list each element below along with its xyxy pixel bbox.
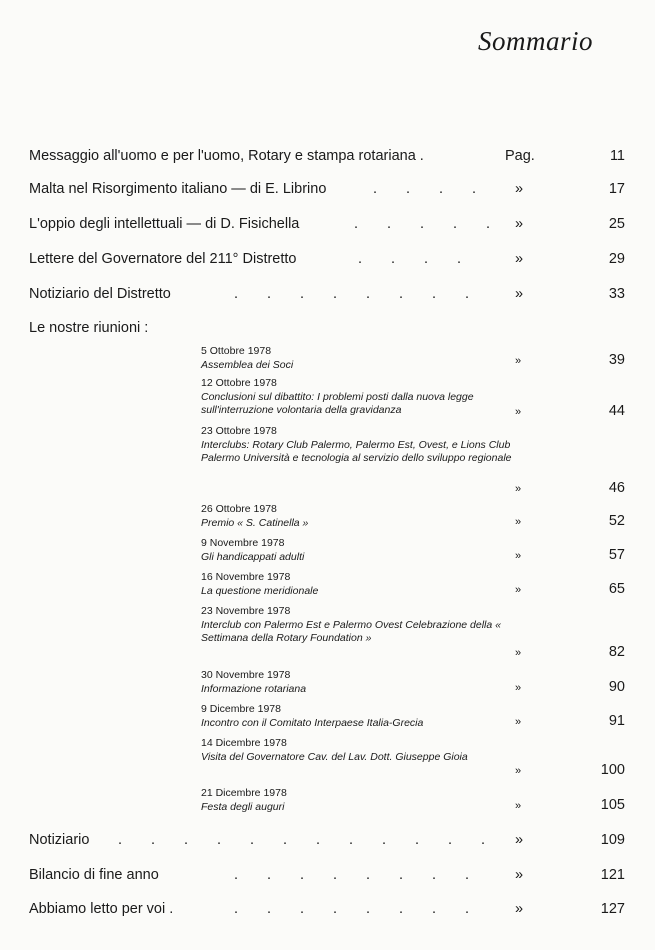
meeting-page: 100 bbox=[600, 762, 625, 778]
meeting-date: 14 Dicembre 1978 bbox=[201, 737, 287, 749]
meeting-desc: Gli handicappati adulti bbox=[201, 550, 305, 563]
toc-entry-page: 127 bbox=[600, 901, 625, 917]
toc-entry-text: Lettere del Governatore del 211° Distretto bbox=[29, 251, 297, 267]
toc-entry bbox=[0, 832, 655, 856]
toc-entry-label: » bbox=[515, 867, 524, 883]
meeting-desc: La questione meridionale bbox=[201, 584, 319, 597]
toc-entry-page: 109 bbox=[600, 832, 625, 848]
meeting-entry bbox=[201, 571, 531, 598]
meeting-entry bbox=[201, 605, 531, 646]
meeting-label: » bbox=[515, 647, 522, 659]
meeting-page: 90 bbox=[608, 679, 625, 695]
meeting-entry bbox=[201, 503, 531, 530]
meeting-entry bbox=[201, 377, 531, 418]
meeting-label: » bbox=[515, 355, 522, 367]
toc-entry-page: 17 bbox=[608, 181, 625, 197]
toc-entry-label: » bbox=[515, 901, 524, 917]
meeting-desc: Informazione rotariana bbox=[201, 682, 307, 695]
leader-dots: . . . . bbox=[358, 251, 462, 267]
meeting-date: 21 Dicembre 1978 bbox=[201, 787, 287, 799]
meeting-label: » bbox=[515, 406, 522, 418]
meeting-label: » bbox=[515, 682, 522, 694]
meeting-label: » bbox=[515, 550, 522, 562]
meeting-entry bbox=[201, 537, 531, 564]
meeting-label: » bbox=[515, 584, 522, 596]
meeting-date: 9 Novembre 1978 bbox=[201, 537, 285, 549]
meeting-desc: Festa degli auguri bbox=[201, 800, 285, 813]
toc-entry bbox=[0, 216, 655, 240]
meeting-label: » bbox=[515, 800, 522, 812]
meeting-date: 16 Novembre 1978 bbox=[201, 571, 291, 583]
meeting-date: 12 Ottobre 1978 bbox=[201, 377, 277, 389]
toc-entry-text: Abbiamo letto per voi . bbox=[29, 901, 174, 917]
toc-entry bbox=[0, 251, 655, 275]
meeting-page: 105 bbox=[600, 797, 625, 813]
toc-entry-label: » bbox=[515, 832, 524, 848]
toc-entry-page: 33 bbox=[608, 286, 625, 302]
meeting-desc: Conclusioni sul dibattito: I problemi posti dalla nuova legge sull'interruzione volontaria della gravidanza bbox=[201, 390, 474, 416]
meeting-label: » bbox=[515, 516, 522, 528]
meeting-desc: Assemblea dei Soci bbox=[201, 358, 294, 371]
meeting-label: » bbox=[515, 765, 522, 777]
meeting-desc: Premio « S. Catinella » bbox=[201, 516, 309, 529]
meeting-date: 5 Ottobre 1978 bbox=[201, 345, 272, 357]
toc-entry bbox=[0, 148, 655, 172]
toc-entry-page: 121 bbox=[600, 867, 625, 883]
meeting-page: 65 bbox=[608, 581, 625, 597]
meeting-page: 82 bbox=[608, 644, 625, 660]
meeting-page: 46 bbox=[608, 480, 625, 496]
meeting-page: 44 bbox=[608, 403, 625, 419]
meeting-page: 91 bbox=[608, 713, 625, 729]
toc-entry-text: Notiziario del Distretto bbox=[29, 286, 171, 302]
meeting-date: 23 Novembre 1978 bbox=[201, 605, 291, 617]
leader-dots: . . . . . . . . bbox=[234, 286, 470, 302]
meeting-entry bbox=[201, 669, 531, 696]
toc-entry bbox=[0, 286, 655, 310]
meeting-date: 9 Dicembre 1978 bbox=[201, 703, 281, 715]
toc-entry-text: Malta nel Risorgimento italiano — di E. Librino bbox=[29, 181, 327, 197]
toc-entry bbox=[0, 901, 655, 925]
leader-dots: . . . . . . . . bbox=[234, 901, 470, 917]
meeting-entry bbox=[201, 737, 531, 764]
toc-entry-text: Bilancio di fine anno bbox=[29, 867, 159, 883]
toc-entry-page: 25 bbox=[608, 216, 625, 232]
toc-entry-label: » bbox=[515, 216, 524, 232]
page-title: Sommario bbox=[477, 26, 593, 56]
meeting-page: 57 bbox=[608, 547, 625, 563]
meeting-entry bbox=[201, 787, 531, 814]
meeting-desc: Incontro con il Comitato Interpaese Italia-Grecia bbox=[201, 716, 424, 729]
meeting-desc: Visita del Governatore Cav. del Lav. Dott. Giuseppe Gioia bbox=[201, 750, 468, 763]
meeting-date: 23 Ottobre 1978 bbox=[201, 425, 277, 437]
meeting-label: » bbox=[515, 483, 522, 495]
toc-entry-text: Notiziario bbox=[29, 832, 90, 848]
meeting-date: 30 Novembre 1978 bbox=[201, 669, 291, 681]
toc-entry-page: 11 bbox=[609, 148, 625, 164]
meeting-date: 26 Ottobre 1978 bbox=[201, 503, 277, 515]
meeting-page: 39 bbox=[608, 352, 625, 368]
leader-dots: . . . . . bbox=[354, 216, 491, 232]
toc-entry-page: 29 bbox=[608, 251, 625, 267]
meeting-entry bbox=[201, 703, 531, 730]
toc-section-title: Le nostre riunioni : bbox=[29, 320, 149, 336]
toc-entry-label: » bbox=[515, 251, 524, 267]
toc-entry-label: » bbox=[515, 181, 524, 197]
toc-entry-label: Pag. bbox=[505, 148, 535, 164]
leader-dots: . . . . . . . . . . . . bbox=[118, 832, 486, 848]
toc-section-heading bbox=[0, 320, 655, 344]
toc-entry bbox=[0, 867, 655, 891]
toc-entry-text: Messaggio all'uomo e per l'uomo, Rotary e stampa rotariana . bbox=[29, 148, 424, 164]
toc-entry-text: L'oppio degli intellettuali — di D. Fisichella bbox=[29, 216, 300, 232]
meeting-entry bbox=[201, 345, 531, 372]
meeting-desc: Interclubs: Rotary Club Palermo, Palermo Est, Ovest, e Lions Club Palermo Università e tecnologia al servizio dello sviluppo regionale bbox=[201, 438, 512, 464]
toc-entry bbox=[0, 181, 655, 205]
leader-dots: . . . . . . . . bbox=[234, 867, 470, 883]
meeting-page: 52 bbox=[608, 513, 625, 529]
toc-entry-label: » bbox=[515, 286, 524, 302]
meeting-desc: Interclub con Palermo Est e Palermo Ovest Celebrazione della « Settimana della Rotary Foundation » bbox=[201, 618, 501, 644]
meeting-label: » bbox=[515, 716, 522, 728]
leader-dots: . . . . bbox=[373, 181, 477, 197]
meeting-entry bbox=[201, 425, 531, 466]
